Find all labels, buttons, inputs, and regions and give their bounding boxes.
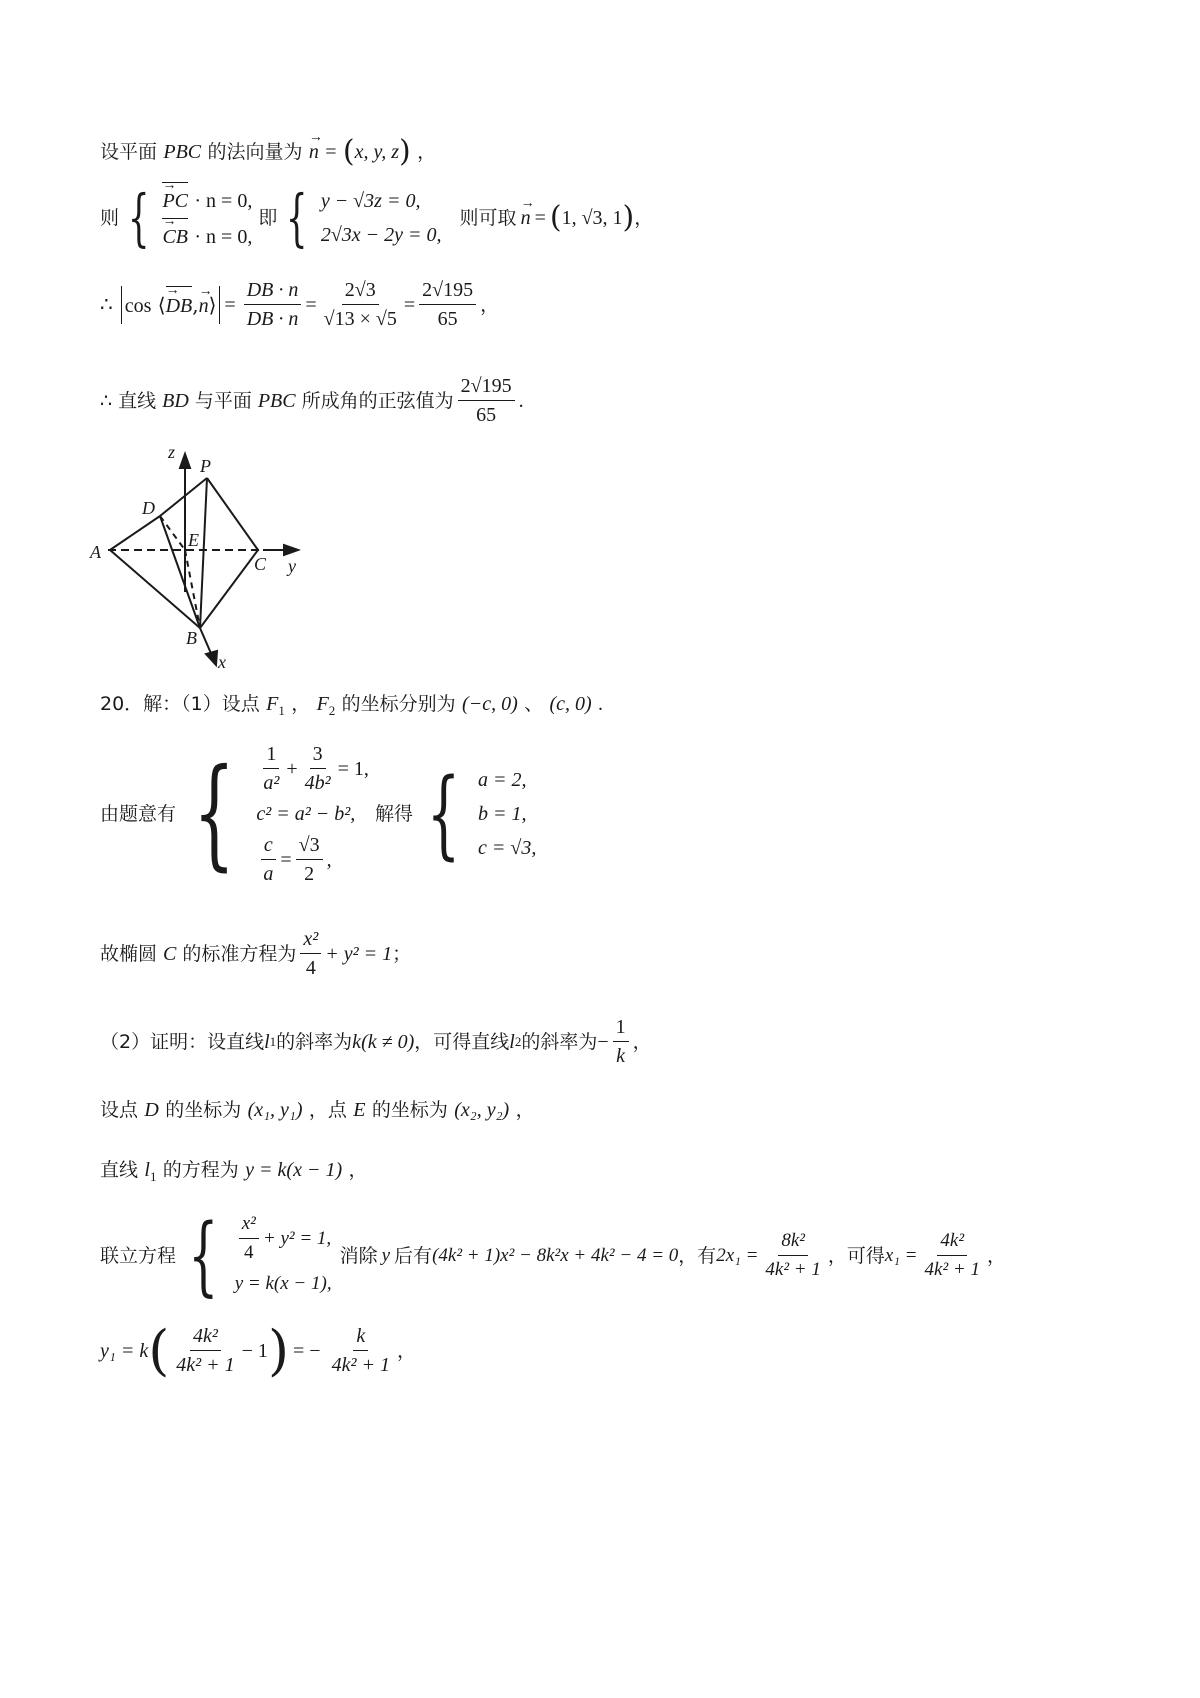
system-conditions [176,740,369,888]
line-ellipse-equation [100,925,411,982]
punct: ， [396,1339,416,1362]
line-normal-vector-def [100,134,437,169]
equation: y = k(x − 1) [245,1159,343,1181]
label-d: D [142,498,155,518]
fraction-2 [321,276,400,333]
denominator: a² [263,772,280,794]
numerator: 2√195 [419,276,476,305]
vector-pc: → PC [162,182,188,218]
punct: . [518,389,524,412]
text: （2）证明：设直线 [100,1030,265,1053]
text: 直线 [100,1159,139,1181]
equation: 2√3x − 2y = 0, [320,224,442,246]
numerator: DB · n [244,276,302,305]
text: ，可得 [827,1244,885,1267]
system-ellipse-line [176,1205,332,1306]
equals: = [305,293,317,316]
point-d: D [144,1099,159,1121]
label-x: x [218,652,226,672]
text: 与平面 [194,389,252,412]
brace: { [286,181,308,254]
line-system-abc [100,740,536,888]
line-l2: l [509,1030,515,1053]
text: 的坐标为 [165,1099,242,1121]
denominator: 4k² + 1 [765,1259,821,1280]
subscript: 1 [269,1033,277,1049]
numerator: 2√195 [458,372,515,401]
text: 故椭圆 [100,942,158,965]
denominator: 2 [304,863,315,885]
quadratic: (4k² + 1)x² − 8k²x + 4k² − 4 = 0 [432,1244,679,1266]
line-cosine [100,276,499,333]
denominator: √13 × √5 [323,308,397,330]
text: 的坐标为 [371,1099,448,1121]
punct: 、 [524,693,544,715]
punct: ， [417,141,437,163]
paren-close: ) [622,200,635,235]
equals: = [403,293,416,316]
cos-fn: cos [124,294,152,317]
text: 则 [100,207,120,229]
numerator: 1 [613,1013,629,1042]
equation: y − √3z = 0, [320,190,421,212]
subscript: 1 [278,703,285,718]
numerator: 1 [263,740,279,769]
solution-b: b = 1, [478,803,527,825]
vector-n: → n [521,204,531,232]
text: 所成角的正弦值为 [301,389,454,412]
line-point-coords [100,1095,535,1124]
text: 设点 [100,1099,139,1121]
punct: ， [986,1244,1006,1267]
line-l1: l [264,1030,270,1053]
eq-text: + y² = 1, [262,1227,332,1249]
numerator: x² [300,925,321,954]
focus-f2: F [316,693,329,715]
edge-pc [207,478,258,550]
edge-de-dashed [160,516,185,550]
equals: = − [293,1339,321,1362]
numerator: 4k² [937,1227,967,1256]
y-arrow-icon [284,545,298,555]
subscript: 2 [514,1033,522,1049]
denominator: 4 [244,1242,254,1263]
line-simultaneous [100,1205,1006,1306]
edge-ad [110,516,160,550]
line-name: BD [162,389,189,412]
solution-a: a = 2, [478,769,527,791]
denominator: 4k² + 1 [176,1354,235,1376]
label-p: P [200,456,211,476]
subscript: 2 [328,703,336,718]
equals: = [534,207,546,229]
z-arrow-icon [180,454,190,468]
punct: ， [634,207,654,229]
text: 由题意有 [100,803,177,825]
line-sine-result [100,372,524,429]
brace: { [426,758,461,870]
punct: ， [515,1099,535,1121]
label-y: y [288,556,296,576]
numerator: 8k² [778,1227,808,1256]
brace: { [193,744,236,883]
line-q20-part1 [100,689,603,725]
line-l1-equation [100,1155,368,1191]
punct: ， [632,1030,652,1053]
paren-open: ( [342,134,355,169]
edge-cb [200,550,258,628]
denominator: 4k² + 1 [924,1259,980,1280]
vector-cb: → CB [162,218,188,254]
paren-open: ( [549,200,562,235]
therefore-symbol: ∴ [100,293,113,316]
denominator: 4k² + 1 [331,1354,390,1376]
coord-f2: (c, 0) [549,693,592,715]
line-l1: l [144,1159,150,1181]
text: ，可得直线 [414,1030,510,1053]
label-z: z [168,442,176,462]
minus-one: − 1 [241,1339,268,1362]
text: 的斜率为 [521,1030,598,1053]
system-equations [277,181,442,254]
equals: = [280,848,292,871]
text: 解得 [374,803,413,825]
point-e: E [353,1099,366,1121]
vector-components: x, y, z [354,141,400,163]
lhs: x₁ = [884,1244,918,1266]
pyramid-figure [88,432,328,682]
denominator: 65 [437,308,458,330]
paren-open: ( [148,1318,170,1382]
text: 设平面 [100,141,158,163]
punct: ， [480,293,500,316]
label-b: B [186,628,197,648]
punct: . [598,693,604,715]
punct: ； [392,942,412,965]
line-normal-vector-system [100,182,653,254]
angle-open: ⟨ [157,294,166,317]
lhs: 2x₁ = [716,1244,759,1266]
eq-text: = 1, [337,757,369,780]
eq-text: · n = 0, [194,190,253,212]
fraction-sine [458,372,515,429]
text: ，有 [678,1244,717,1267]
paren-close: ) [267,1318,290,1382]
slope-condition: (k ≠ 0) [361,1030,415,1053]
text: 即 [258,207,278,229]
text: 的坐标分别为 [341,693,456,715]
numerator: 4k² [190,1322,221,1351]
equation: c² = a² − b², [256,803,356,825]
label-e: E [188,530,199,550]
text: 20．解：（1）设点 [100,693,260,715]
line-part2-slopes [100,1013,652,1070]
system-solution [413,758,537,870]
plane-name: PBC [163,141,202,163]
equals: = [325,141,337,163]
solution-c: c = √3, [478,837,537,859]
brace: { [188,1205,219,1306]
angle-close: ⟩ [208,294,217,317]
numerator: x² [239,1210,259,1239]
equation-rest: + y² = 1 [325,942,393,965]
coord-d: (x₁, y₁) [247,1099,303,1121]
minus: − [597,1030,609,1053]
var-y: y [381,1244,391,1266]
numerator: √3 [296,831,323,860]
x-arrow-icon [206,651,217,665]
text: 的方程为 [162,1159,239,1181]
label-c: C [254,554,267,574]
text: 后有 [394,1244,433,1267]
numerator: c [261,831,276,860]
paren-close: ) [399,134,411,169]
brace: { [127,181,150,254]
eq-text: · n = 0, [194,226,253,248]
slope-k: k [352,1030,362,1053]
ellipse-name: C [163,942,177,965]
denominator: a [263,863,274,885]
text: ，点 [308,1099,347,1121]
numerator: 3 [310,740,326,769]
vector-n: → n [199,288,209,324]
text: 则可取 [459,207,517,229]
edge-dp [160,478,207,516]
denominator: DB · n [246,308,299,330]
system-dot-products [119,182,252,254]
vector-n: → n [309,138,319,166]
text: ∴ 直线 [100,389,157,412]
text: 的法向量为 [207,141,303,163]
label-a: A [90,542,101,562]
punct: ， [291,693,311,715]
vector-value: 1, √3, 1 [561,207,623,229]
lhs: y₁ = k [100,1339,149,1362]
subscript: 1 [149,1169,157,1184]
punct: , [326,848,332,871]
punct: ， [348,1159,368,1181]
abs-cos: cos ⟨→ DB,→ n⟩ [121,286,221,324]
focus-f1: F [266,693,279,715]
edge-pb [200,478,207,628]
vector-db: → DB [166,286,193,324]
denominator: 65 [476,404,497,426]
coord-e: (x₂, y₂) [454,1099,510,1121]
fraction-1 [244,276,302,333]
line-y1 [100,1318,416,1382]
coord-f1: (−c, 0) [462,693,518,715]
denominator: k [616,1045,626,1067]
numerator: k [353,1322,368,1351]
equation: y = k(x − 1), [234,1273,332,1294]
text: 消除 [339,1244,378,1267]
text: 的斜率为 [276,1030,353,1053]
denominator: 4 [305,957,316,979]
equals: = [224,293,236,316]
denominator: 4b² [304,772,331,794]
fraction-3 [419,276,476,333]
text: 的标准方程为 [182,942,297,965]
plus: + [286,757,298,780]
text: 联立方程 [100,1244,177,1267]
plane-name: PBC [257,389,296,412]
numerator: 2√3 [342,276,379,305]
